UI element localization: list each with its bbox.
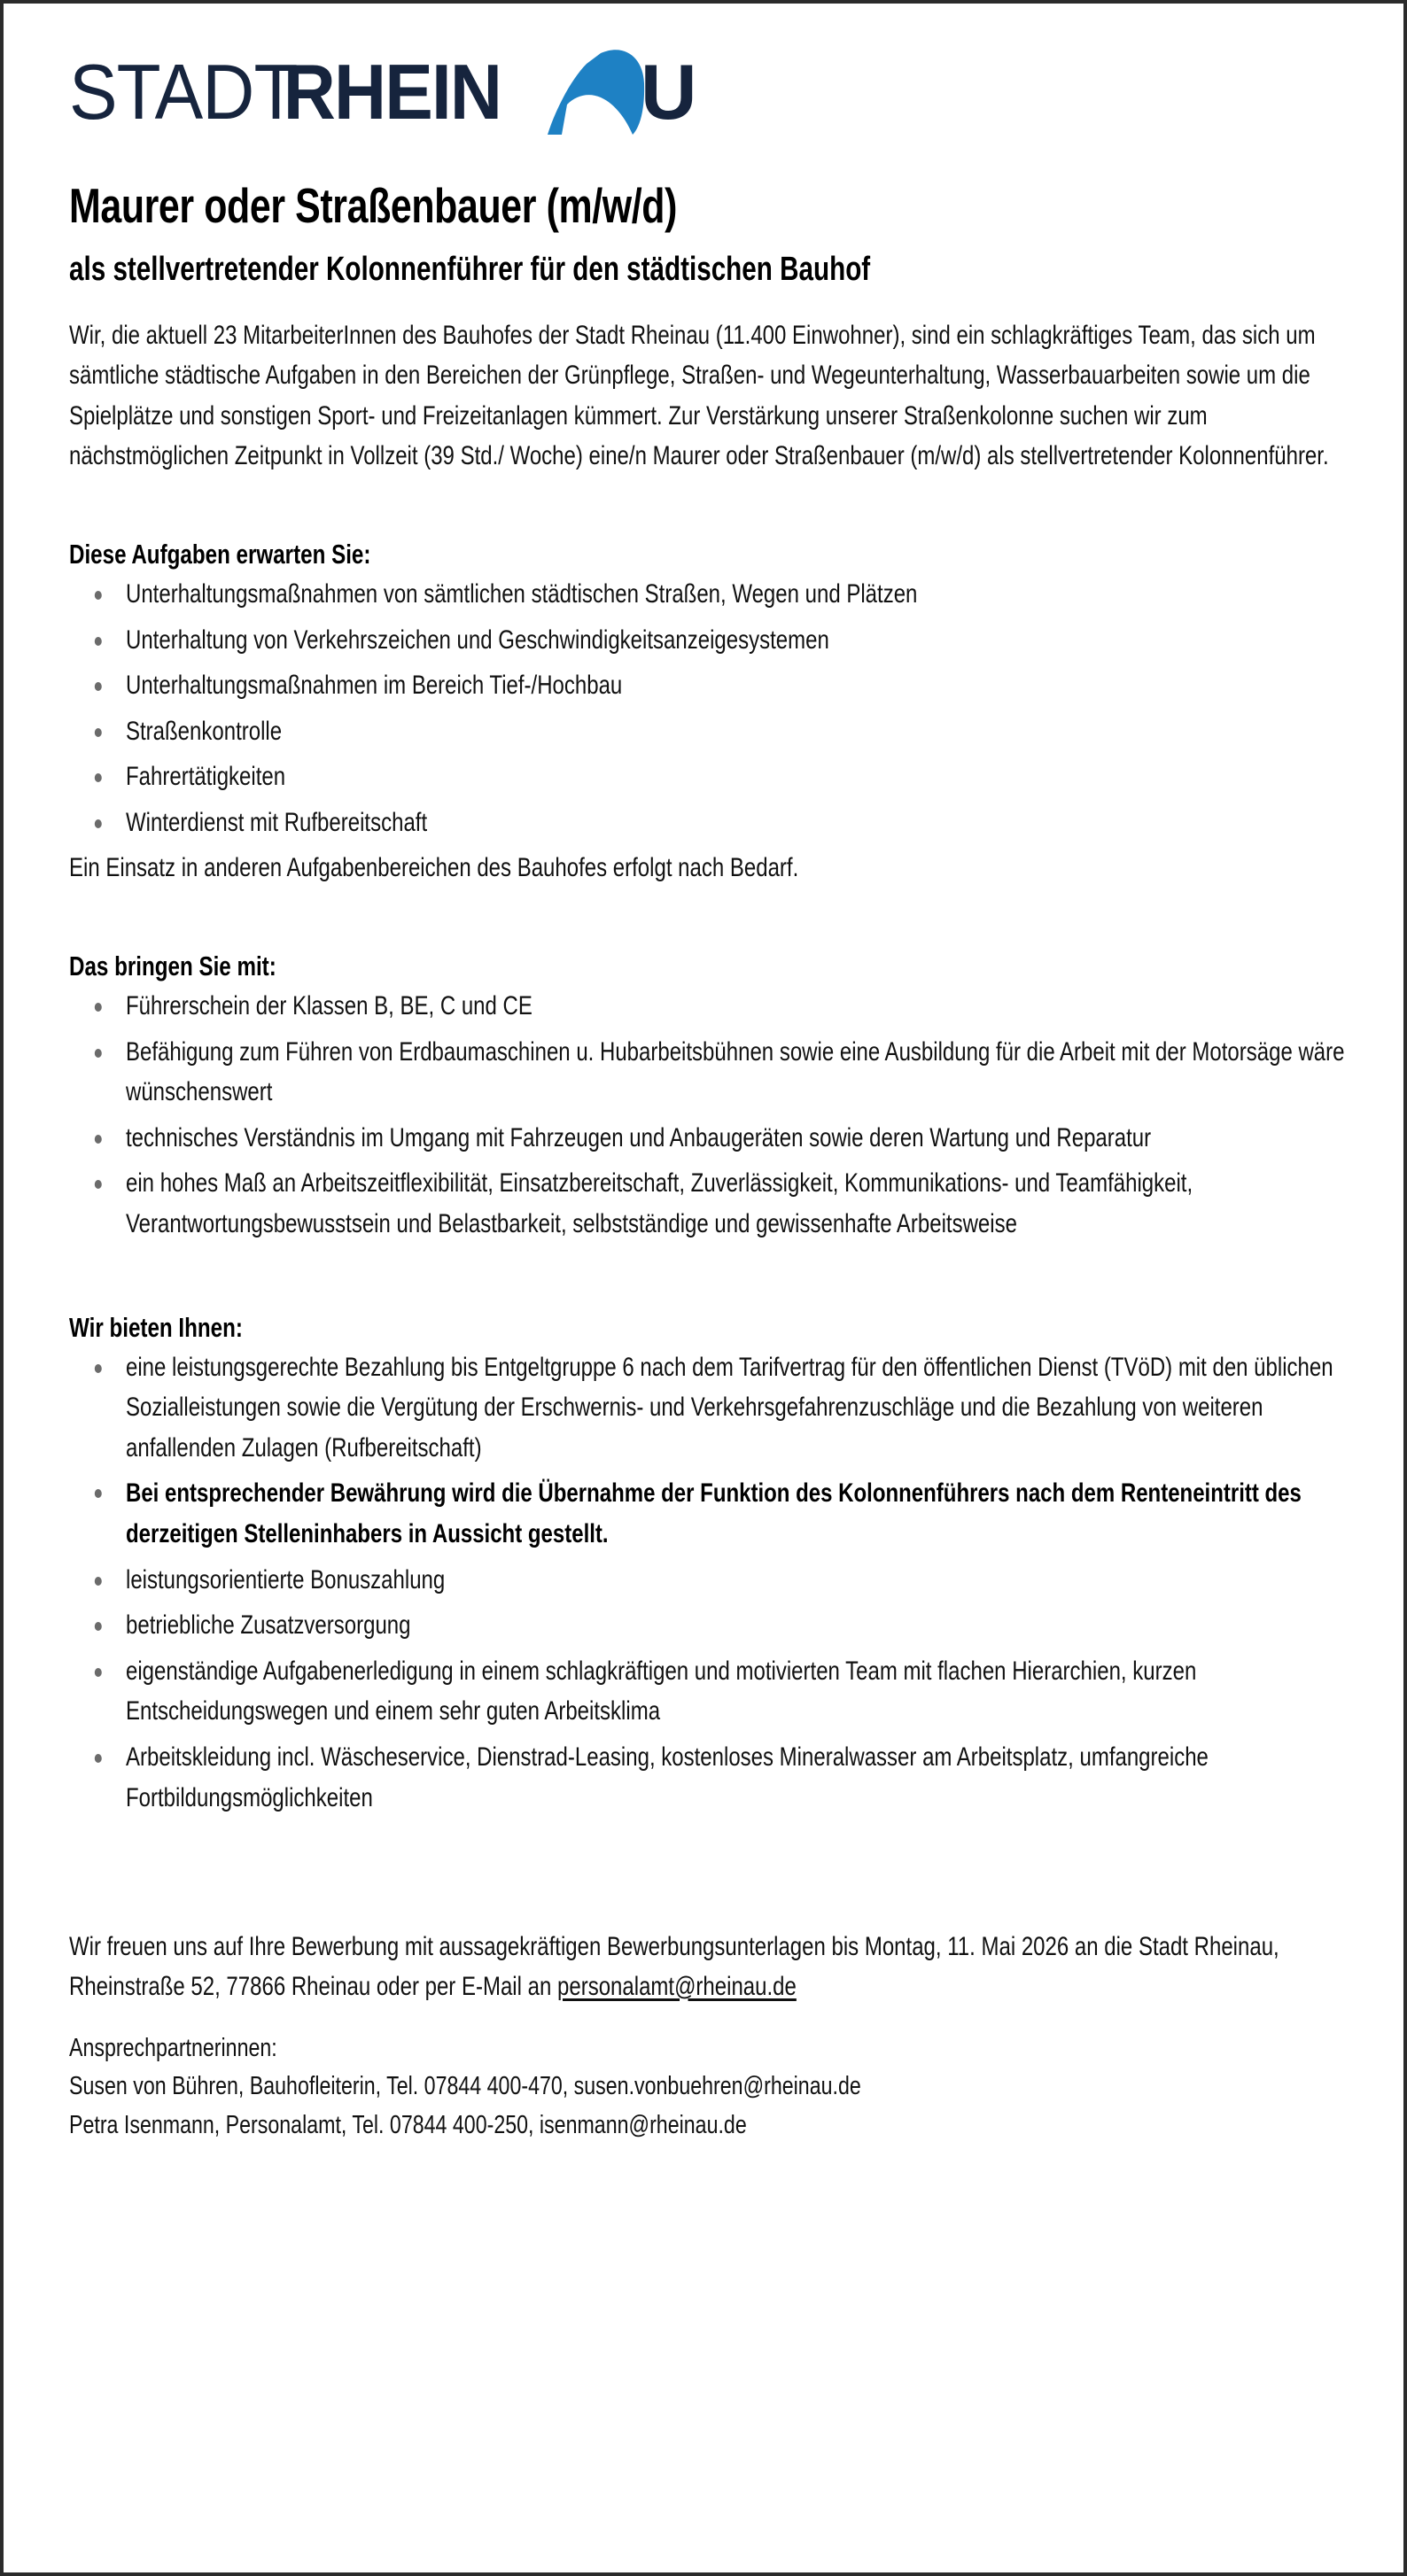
section-bullet-list	[69, 1347, 1352, 1819]
job-title: Maurer oder Straßenbauer (m/w/d)	[69, 178, 677, 233]
list-item: eigenständige Aufgabenerledigung in einem schlagkräftigen und motivierten Team mit flachen Hierarchien, kurzen Entscheidungswegen und einem sehr guten Arbeitsklima	[69, 1651, 1352, 1732]
job-subtitle: als stellvertretender Kolonnenführer für den städtischen Bauhof	[69, 250, 871, 288]
application-text: Wir freuen uns auf Ihre Bewerbung mit aussagekräftigen Bewerbungsunterlagen bis Montag, 11. Mai 2026 an die Stadt Rheinau, Rheinstraße 52, 77866 Rheinau oder per E-Mail an	[69, 1932, 1279, 2001]
logo-graphic	[69, 46, 742, 142]
section-heading: Wir bieten Ihnen:	[69, 1311, 243, 1343]
intro-block	[69, 315, 1363, 477]
contact-heading: Ansprechpartnerinnen:	[69, 2033, 277, 2062]
section-heading: Diese Aufgaben erwarten Sie:	[69, 538, 371, 570]
section	[69, 950, 1363, 1245]
list-item: Unterhaltung von Verkehrszeichen und Geschwindigkeitsanzeigesystemen	[69, 620, 1352, 661]
list-item: betriebliche Zusatzversorgung	[69, 1605, 1352, 1646]
list-item: Fahrertätigkeiten	[69, 757, 1352, 797]
logo-text-rhein: RHEIN	[283, 49, 501, 136]
footer-block	[69, 1928, 1363, 2145]
section-note: Ein Einsatz in anderen Aufgabenbereichen des Bauhofes erfolgt nach Bedarf.	[69, 853, 799, 883]
list-item: Arbeitskleidung incl. Wäscheservice, Dienstrad-Leasing, kostenloses Mineralwasser am Arbeitsplatz, umfangreiche Fortbildungsmöglichkeiten	[69, 1737, 1352, 1818]
section-bullet-list	[69, 574, 1352, 843]
list-item: Befähigung zum Führen von Erdbaumaschinen u. Hubarbeitsbühnen sowie eine Ausbildung für die Arbeit mit der Motorsäge wäre wünschenswert	[69, 1032, 1352, 1113]
page-content	[4, 4, 1403, 2145]
section	[69, 539, 1363, 888]
logo-text-stadt: STADT	[69, 49, 298, 136]
list-item: Winterdienst mit Rufbereitschaft	[69, 803, 1352, 843]
spacer	[50, 1885, 1357, 1928]
list-item: Unterhaltungsmaßnahmen von sämtlichen städtischen Straßen, Wegen und Plätzen	[69, 574, 1352, 615]
stadt-rheinau-logo	[69, 46, 778, 144]
contact-line-1: Susen von Bühren, Bauhofleiterin, Tel. 07844 400-470, susen.vonbuehren@rheinau.de	[69, 2072, 861, 2101]
list-item: Führerschein der Klassen B, BE, C und CE	[69, 986, 1352, 1027]
spacer	[50, 1823, 1357, 1885]
section-heading: Das bringen Sie mit:	[69, 950, 276, 982]
list-item: Bei entsprechender Bewährung wird die Übernahme der Funktion des Kolonnenführers nach dem Renteneintritt des derzeitigen Stelleninhabers in Aussicht gestellt.	[69, 1473, 1352, 1554]
list-item: ein hohes Maß an Arbeitszeitflexibilität, Einsatzbereitschaft, Zuverlässigkeit, Kommunikations- und Teamfähigkeit, Verantwortungsbewusstsein und Belastbarkeit, selbstständige und gewissenhafte Arbeitsweise	[69, 1163, 1352, 1244]
spacer	[50, 888, 1357, 950]
spacer	[69, 2006, 1363, 2029]
application-email-link[interactable]: personalamt@rheinau.de	[557, 1971, 797, 2001]
intro-paragraph: Wir, die aktuell 23 MitarbeiterInnen des Bauhofes der Stadt Rheinau (11.400 Einwohner), sind ein schlagkräftiges Team, das sich um sämtliche städtische Aufgaben in den Bereichen der Grünpflege, Straßen- und Wegeunterhaltung, Wasserbauarbeiten sowie um die Spielplätze und sonstigen Sport- und Freizeitanlagen kümmert. Zur Verstärkung unserer Straßenkolonne suchen wir zum nächstmöglichen Zeitpunkt in Vollzeit (39 Std./ Woche) eine/n Maurer oder Straßenbauer (m/w/d) als stellvertretender Kolonnenführer.	[69, 320, 1329, 471]
list-item: technisches Verständnis im Umgang mit Fahrzeugen und Anbaugeräten sowie deren Wartung und Reparatur	[69, 1118, 1352, 1159]
contact-line-2: Petra Isenmann, Personalamt, Tel. 07844 400-250, isenmann@rheinau.de	[69, 2110, 747, 2139]
list-item: leistungsorientierte Bonuszahlung	[69, 1560, 1352, 1601]
spacer	[50, 1250, 1357, 1312]
list-item: Straßenkontrolle	[69, 711, 1352, 752]
list-item: eine leistungsgerechte Bezahlung bis Entgeltgruppe 6 nach dem Tarifvertrag für den öffentlichen Dienst (TVöD) mit den üblichen Sozialleistungen sowie die Vergütung der Erschwernis- und Verkehrsgefahrenzuschläge und die Bezahlung von weiteren anfallenden Zulagen (Rufbereitschaft)	[69, 1347, 1352, 1469]
logo-text-u: U	[641, 48, 696, 136]
sections-container	[50, 539, 1357, 1885]
logo-wave-mark	[548, 50, 644, 135]
section	[69, 1312, 1363, 1819]
spacer	[50, 477, 1357, 539]
list-item: Unterhaltungsmaßnahmen im Bereich Tief-/Hochbau	[69, 665, 1352, 706]
section-bullet-list	[69, 986, 1352, 1245]
application-paragraph	[69, 1928, 1352, 2006]
